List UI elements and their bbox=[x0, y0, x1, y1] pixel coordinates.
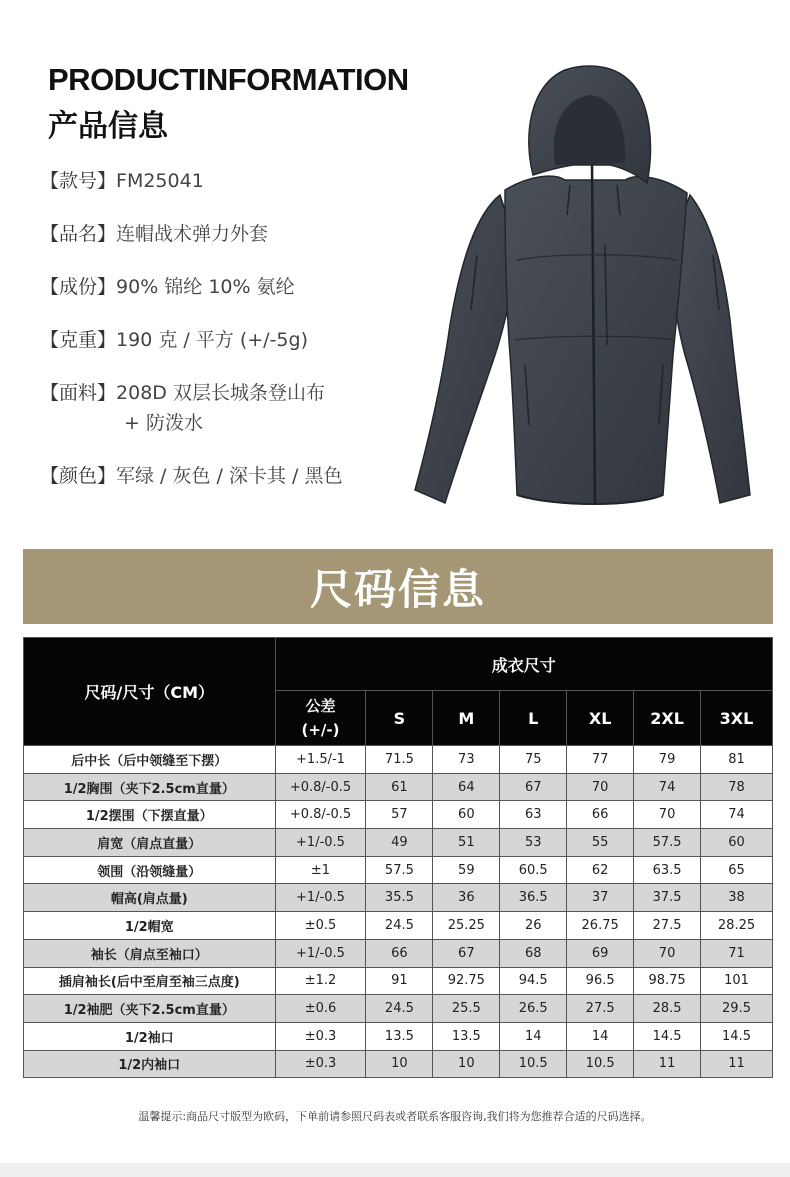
title-english: PRODUCTINFORMATION bbox=[48, 62, 409, 97]
tolerance-cell: +1/-0.5 bbox=[275, 939, 366, 967]
size-value-cell: 77 bbox=[567, 746, 634, 774]
spec-key: 【克重】 bbox=[40, 329, 117, 351]
size-value-cell: 14 bbox=[500, 1022, 567, 1050]
size-value-cell: 57 bbox=[366, 801, 433, 829]
tolerance-cell: ±1.2 bbox=[275, 967, 366, 995]
size-value-cell: 63.5 bbox=[634, 856, 701, 884]
size-value-cell: 70 bbox=[634, 801, 701, 829]
spec-value: 208D 双层长城条登山布 bbox=[116, 382, 325, 404]
size-value-cell: 66 bbox=[366, 939, 433, 967]
size-value-cell: 55 bbox=[567, 829, 634, 857]
spec-value: FM25041 bbox=[116, 170, 204, 192]
table-corner-header: 尺码/尺寸（CM） bbox=[24, 638, 276, 746]
size-table bbox=[23, 637, 773, 1078]
spec-value-line2: + 防泼水 bbox=[124, 412, 203, 434]
tolerance-cell: ±1 bbox=[275, 856, 366, 884]
size-value-cell: 62 bbox=[567, 856, 634, 884]
size-value-cell: 37.5 bbox=[634, 884, 701, 912]
table-row bbox=[24, 884, 773, 912]
table-row bbox=[24, 746, 773, 774]
jacket-product-image bbox=[405, 55, 755, 515]
spec-key: 【颜色】 bbox=[40, 465, 117, 487]
size-value-cell: 68 bbox=[500, 939, 567, 967]
spec-key: 【款号】 bbox=[40, 170, 117, 192]
size-value-cell: 26.5 bbox=[500, 995, 567, 1023]
spec-item-product-name bbox=[40, 219, 268, 249]
size-header-2xl: 2XL bbox=[634, 691, 701, 746]
size-info-banner-text: 尺码信息 bbox=[309, 564, 486, 614]
table-row bbox=[24, 773, 773, 801]
measurement-name: 1/2帽宽 bbox=[24, 912, 276, 940]
size-value-cell: 67 bbox=[500, 773, 567, 801]
spec-item-composition bbox=[40, 272, 295, 302]
title-chinese: 产品信息 bbox=[48, 109, 168, 144]
size-value-cell: 25.5 bbox=[433, 995, 500, 1023]
size-value-cell: 14.5 bbox=[701, 1022, 773, 1050]
spec-key: 【品名】 bbox=[40, 223, 117, 245]
size-value-cell: 70 bbox=[567, 773, 634, 801]
spec-value: 90% 锦纶 10% 氨纶 bbox=[116, 276, 295, 298]
size-header-l: L bbox=[500, 691, 567, 746]
size-value-cell: 66 bbox=[567, 801, 634, 829]
size-value-cell: 27.5 bbox=[567, 995, 634, 1023]
size-info-banner bbox=[23, 549, 773, 624]
size-value-cell: 91 bbox=[366, 967, 433, 995]
tolerance-cell: +1/-0.5 bbox=[275, 829, 366, 857]
size-value-cell: 67 bbox=[433, 939, 500, 967]
spec-item-fabric bbox=[40, 378, 325, 438]
garment-size-header: 成衣尺寸 bbox=[275, 638, 772, 691]
size-value-cell: 94.5 bbox=[500, 967, 567, 995]
measurement-name: 后中长（后中领缝至下摆） bbox=[24, 746, 276, 774]
size-value-cell: 57.5 bbox=[366, 856, 433, 884]
measurement-name: 插肩袖长(后中至肩至袖三点度) bbox=[24, 967, 276, 995]
size-value-cell: 51 bbox=[433, 829, 500, 857]
spec-value: 连帽战术弹力外套 bbox=[116, 223, 269, 245]
size-value-cell: 63 bbox=[500, 801, 567, 829]
size-value-cell: 101 bbox=[701, 967, 773, 995]
size-value-cell: 53 bbox=[500, 829, 567, 857]
tolerance-cell: +1/-0.5 bbox=[275, 884, 366, 912]
size-value-cell: 11 bbox=[634, 1050, 701, 1078]
table-row bbox=[24, 939, 773, 967]
tolerance-cell: +1.5/-1 bbox=[275, 746, 366, 774]
tolerance-header bbox=[275, 691, 366, 746]
measurement-name: 1/2袖口 bbox=[24, 1022, 276, 1050]
tolerance-header-line1: 公差 bbox=[305, 697, 336, 715]
size-value-cell: 57.5 bbox=[634, 829, 701, 857]
tolerance-cell: ±0.5 bbox=[275, 912, 366, 940]
size-value-cell: 24.5 bbox=[366, 912, 433, 940]
size-value-cell: 61 bbox=[366, 773, 433, 801]
size-value-cell: 10.5 bbox=[567, 1050, 634, 1078]
table-row bbox=[24, 856, 773, 884]
table-row bbox=[24, 912, 773, 940]
size-value-cell: 10.5 bbox=[500, 1050, 567, 1078]
size-value-cell: 65 bbox=[701, 856, 773, 884]
size-value-cell: 73 bbox=[433, 746, 500, 774]
size-value-cell: 69 bbox=[567, 939, 634, 967]
size-value-cell: 11 bbox=[701, 1050, 773, 1078]
spec-value: 190 克 / 平方 (+/-5g) bbox=[116, 329, 308, 351]
size-value-cell: 60 bbox=[433, 801, 500, 829]
size-value-cell: 24.5 bbox=[366, 995, 433, 1023]
size-value-cell: 27.5 bbox=[634, 912, 701, 940]
measurement-name: 1/2胸围（夹下2.5cm直量） bbox=[24, 773, 276, 801]
footer-bar bbox=[0, 1163, 790, 1177]
measurement-name: 袖长（肩点至袖口） bbox=[24, 939, 276, 967]
size-value-cell: 49 bbox=[366, 829, 433, 857]
measurement-name: 帽高(肩点量) bbox=[24, 884, 276, 912]
spec-item-weight bbox=[40, 325, 308, 355]
size-value-cell: 75 bbox=[500, 746, 567, 774]
table-row bbox=[24, 967, 773, 995]
size-value-cell: 59 bbox=[433, 856, 500, 884]
size-value-cell: 14.5 bbox=[634, 1022, 701, 1050]
spec-value: 军绿 / 灰色 / 深卡其 / 黑色 bbox=[116, 465, 343, 487]
size-value-cell: 92.75 bbox=[433, 967, 500, 995]
size-value-cell: 36.5 bbox=[500, 884, 567, 912]
spec-key: 【成份】 bbox=[40, 276, 117, 298]
size-value-cell: 79 bbox=[634, 746, 701, 774]
measurement-name: 1/2袖肥（夹下2.5cm直量） bbox=[24, 995, 276, 1023]
size-value-cell: 13.5 bbox=[366, 1022, 433, 1050]
spec-item-colors bbox=[40, 461, 342, 491]
spec-key: 【面料】 bbox=[40, 382, 117, 404]
size-value-cell: 38 bbox=[701, 884, 773, 912]
size-header-s: S bbox=[366, 691, 433, 746]
size-value-cell: 29.5 bbox=[701, 995, 773, 1023]
measurement-name: 1/2内袖口 bbox=[24, 1050, 276, 1078]
size-value-cell: 60.5 bbox=[500, 856, 567, 884]
size-table-body bbox=[24, 746, 773, 1078]
size-value-cell: 35.5 bbox=[366, 884, 433, 912]
size-value-cell: 25.25 bbox=[433, 912, 500, 940]
size-value-cell: 70 bbox=[634, 939, 701, 967]
size-value-cell: 36 bbox=[433, 884, 500, 912]
tolerance-cell: +0.8/-0.5 bbox=[275, 801, 366, 829]
size-value-cell: 71 bbox=[701, 939, 773, 967]
measurement-name: 1/2摆围（下摆直量） bbox=[24, 801, 276, 829]
size-value-cell: 78 bbox=[701, 773, 773, 801]
size-value-cell: 74 bbox=[701, 801, 773, 829]
measurement-name: 领围（沿领缝量） bbox=[24, 856, 276, 884]
table-row bbox=[24, 1022, 773, 1050]
size-header-xl: XL bbox=[567, 691, 634, 746]
size-value-cell: 98.75 bbox=[634, 967, 701, 995]
table-row bbox=[24, 801, 773, 829]
tolerance-cell: ±0.6 bbox=[275, 995, 366, 1023]
size-header-3xl: 3XL bbox=[701, 691, 773, 746]
size-value-cell: 60 bbox=[701, 829, 773, 857]
size-value-cell: 28.5 bbox=[634, 995, 701, 1023]
tolerance-cell: ±0.3 bbox=[275, 1022, 366, 1050]
table-row bbox=[24, 1050, 773, 1078]
measurement-name: 肩宽（肩点直量） bbox=[24, 829, 276, 857]
size-value-cell: 81 bbox=[701, 746, 773, 774]
size-value-cell: 14 bbox=[567, 1022, 634, 1050]
spec-item-style-number bbox=[40, 166, 204, 196]
tolerance-header-line2: (+/-) bbox=[301, 721, 340, 739]
size-value-cell: 10 bbox=[433, 1050, 500, 1078]
size-value-cell: 28.25 bbox=[701, 912, 773, 940]
size-value-cell: 10 bbox=[366, 1050, 433, 1078]
size-value-cell: 64 bbox=[433, 773, 500, 801]
size-header-m: M bbox=[433, 691, 500, 746]
size-value-cell: 74 bbox=[634, 773, 701, 801]
tolerance-cell: +0.8/-0.5 bbox=[275, 773, 366, 801]
sizing-note: 温馨提示:商品尺寸版型为欧码，下单前请参照尺码表或者联系客服咨询,我们将为您推荐合适的尺码选择。 bbox=[138, 1110, 652, 1123]
size-value-cell: 13.5 bbox=[433, 1022, 500, 1050]
tolerance-cell: ±0.3 bbox=[275, 1050, 366, 1078]
size-value-cell: 96.5 bbox=[567, 967, 634, 995]
size-value-cell: 37 bbox=[567, 884, 634, 912]
size-value-cell: 26.75 bbox=[567, 912, 634, 940]
size-value-cell: 71.5 bbox=[366, 746, 433, 774]
table-row bbox=[24, 829, 773, 857]
size-value-cell: 26 bbox=[500, 912, 567, 940]
table-row bbox=[24, 995, 773, 1023]
